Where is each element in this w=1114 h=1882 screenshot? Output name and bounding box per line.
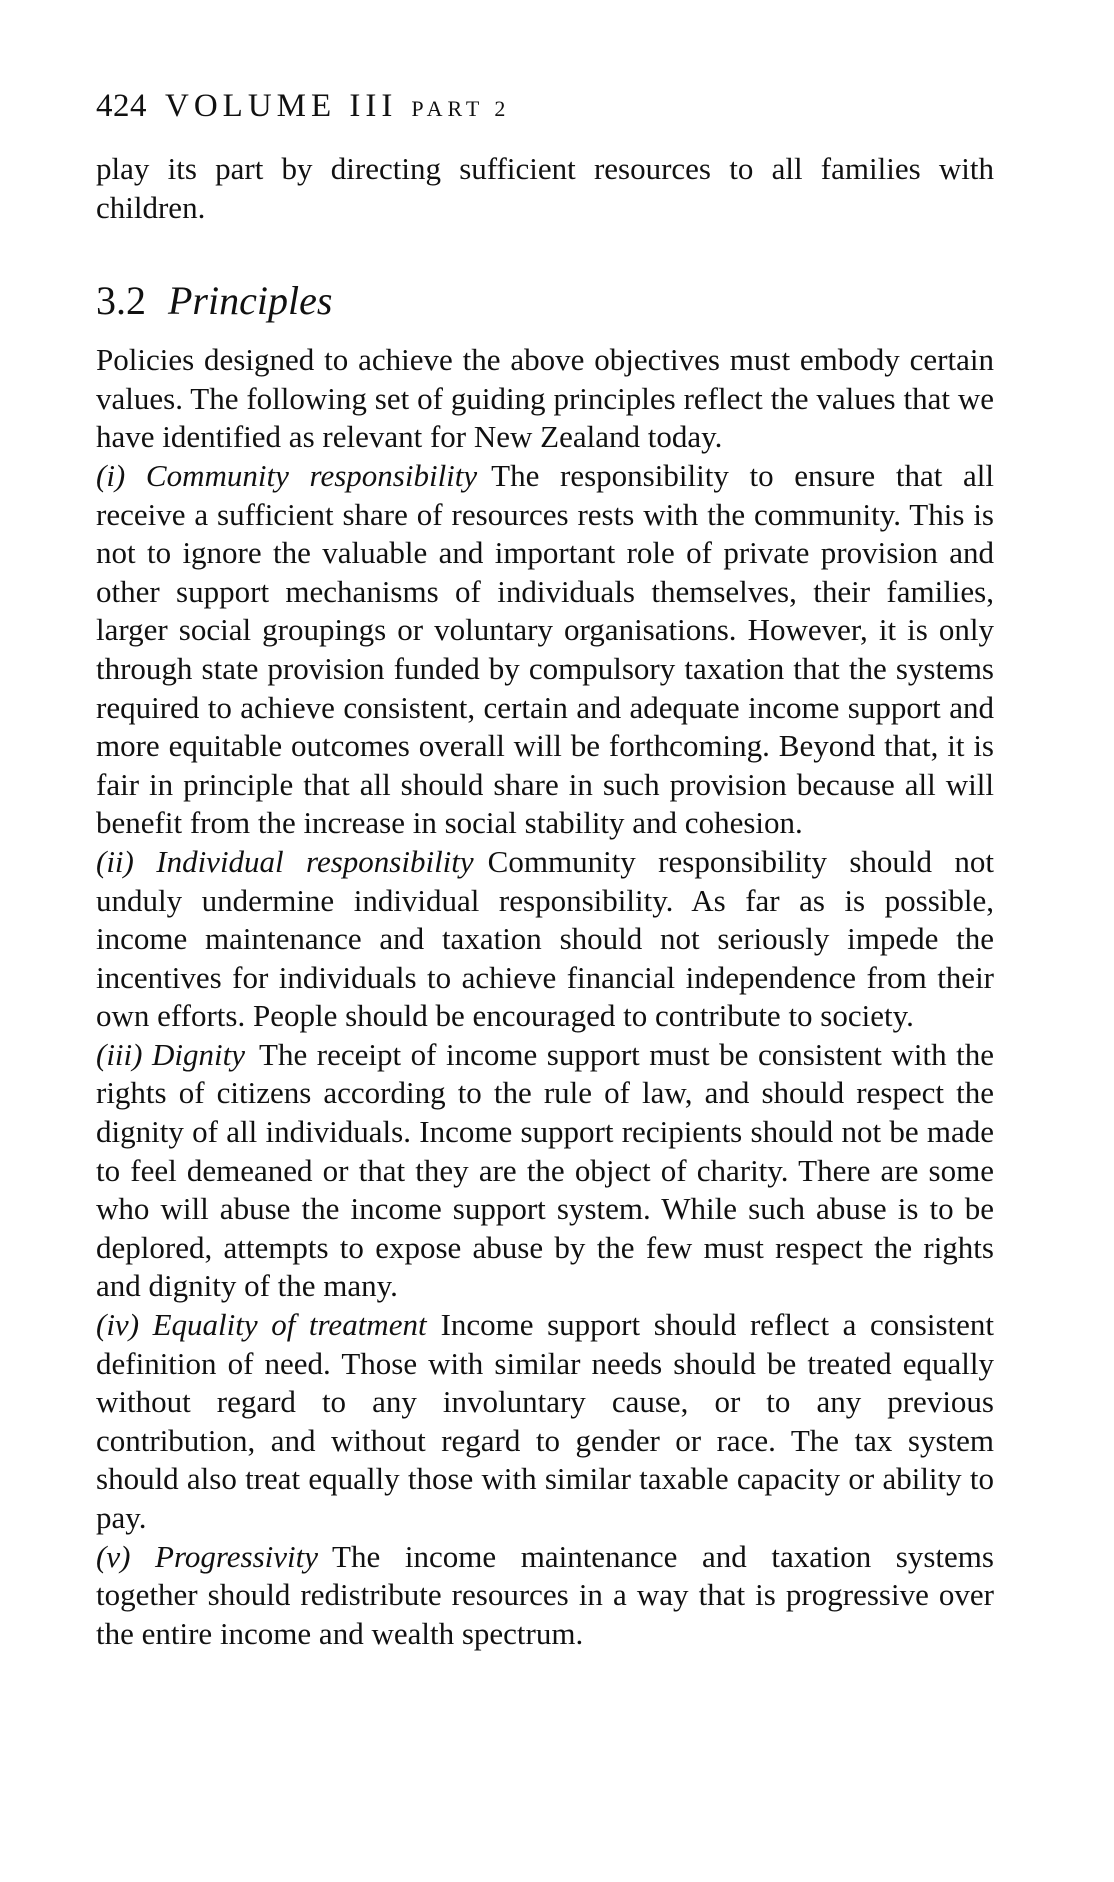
principle-community-responsibility [96, 457, 994, 843]
principle-label: (iii) Dignity [96, 1036, 246, 1072]
principle-individual-responsibility [96, 843, 994, 1036]
section-number: 3.2 [96, 278, 146, 324]
principle-equality-of-treatment [96, 1306, 994, 1538]
principle-label: (v) Progressivity [96, 1538, 319, 1574]
principle-text: The responsibility to ensure that all receive a sufficient share of resources rests with the community. This is not to ignore the valuable and important role of private provision and other support mechanisms of individuals themselves, their families, larger social groupings or voluntary organisations. However, it is only through state provision funded by compulsory taxation that the systems required to achieve consistent, certain and adequate income support and more equitable outcomes overall will be forthcoming. Beyond that, it is fair in principle that all should share in such provision because all will benefit from the increase in social stability and cohesion. [96, 457, 994, 841]
principle-label: (iv) Equality of treatment [96, 1307, 427, 1343]
lead-paragraph: Policies designed to achieve the above objectives must embody certain values. The following set of guiding principles reflect the values that we have identified as relevant for New Zealand today. [96, 342, 994, 455]
part-label: PART 2 [411, 96, 511, 121]
running-head [96, 88, 510, 125]
principle-label: (ii) Individual responsibility [96, 843, 474, 879]
principle-dignity [96, 1036, 994, 1306]
principle-progressivity [96, 1538, 994, 1654]
body-text [96, 150, 994, 1653]
principle-text: The income maintenance and taxation systems together should redistribute resources in a way that is progressive over the entire income and wealth spectrum. [96, 1538, 994, 1651]
principle-label: (i) Community responsibility [96, 457, 478, 493]
page-number: 424 [96, 88, 147, 124]
continuation-paragraph: play its part by directing sufficient resources to all families with children. [96, 151, 994, 225]
principle-text: Income support should reflect a consistent definition of need. Those with similar needs should be treated equally without regard to any involuntary cause, or to any previous contribution, and without regard to gender or race. The tax system should also treat equally those with similar taxable capacity or ability to pay. [96, 1307, 995, 1535]
volume-label: VOLUME III [165, 88, 398, 124]
principle-text: Community responsibility should not unduly undermine individual responsibility. As far as is possible, income maintenance and taxation should not seriously impede the incentives for individuals to achieve financial independence from their own efforts. People should be encouraged to contribute to society. [96, 843, 994, 1034]
section-heading [96, 277, 994, 325]
principle-text: The receipt of income support must be consistent with the rights of citizens according to the rule of law, and should respect the dignity of all individuals. Income support recipients should not be made to feel demeaned or that they are the object of charity. There are some who will abuse the income support system. While such abuse is to be deplored, attempts to expose abuse by the few must respect the rights and dignity of the many. [96, 1036, 994, 1304]
section-title: Principles [168, 278, 333, 324]
